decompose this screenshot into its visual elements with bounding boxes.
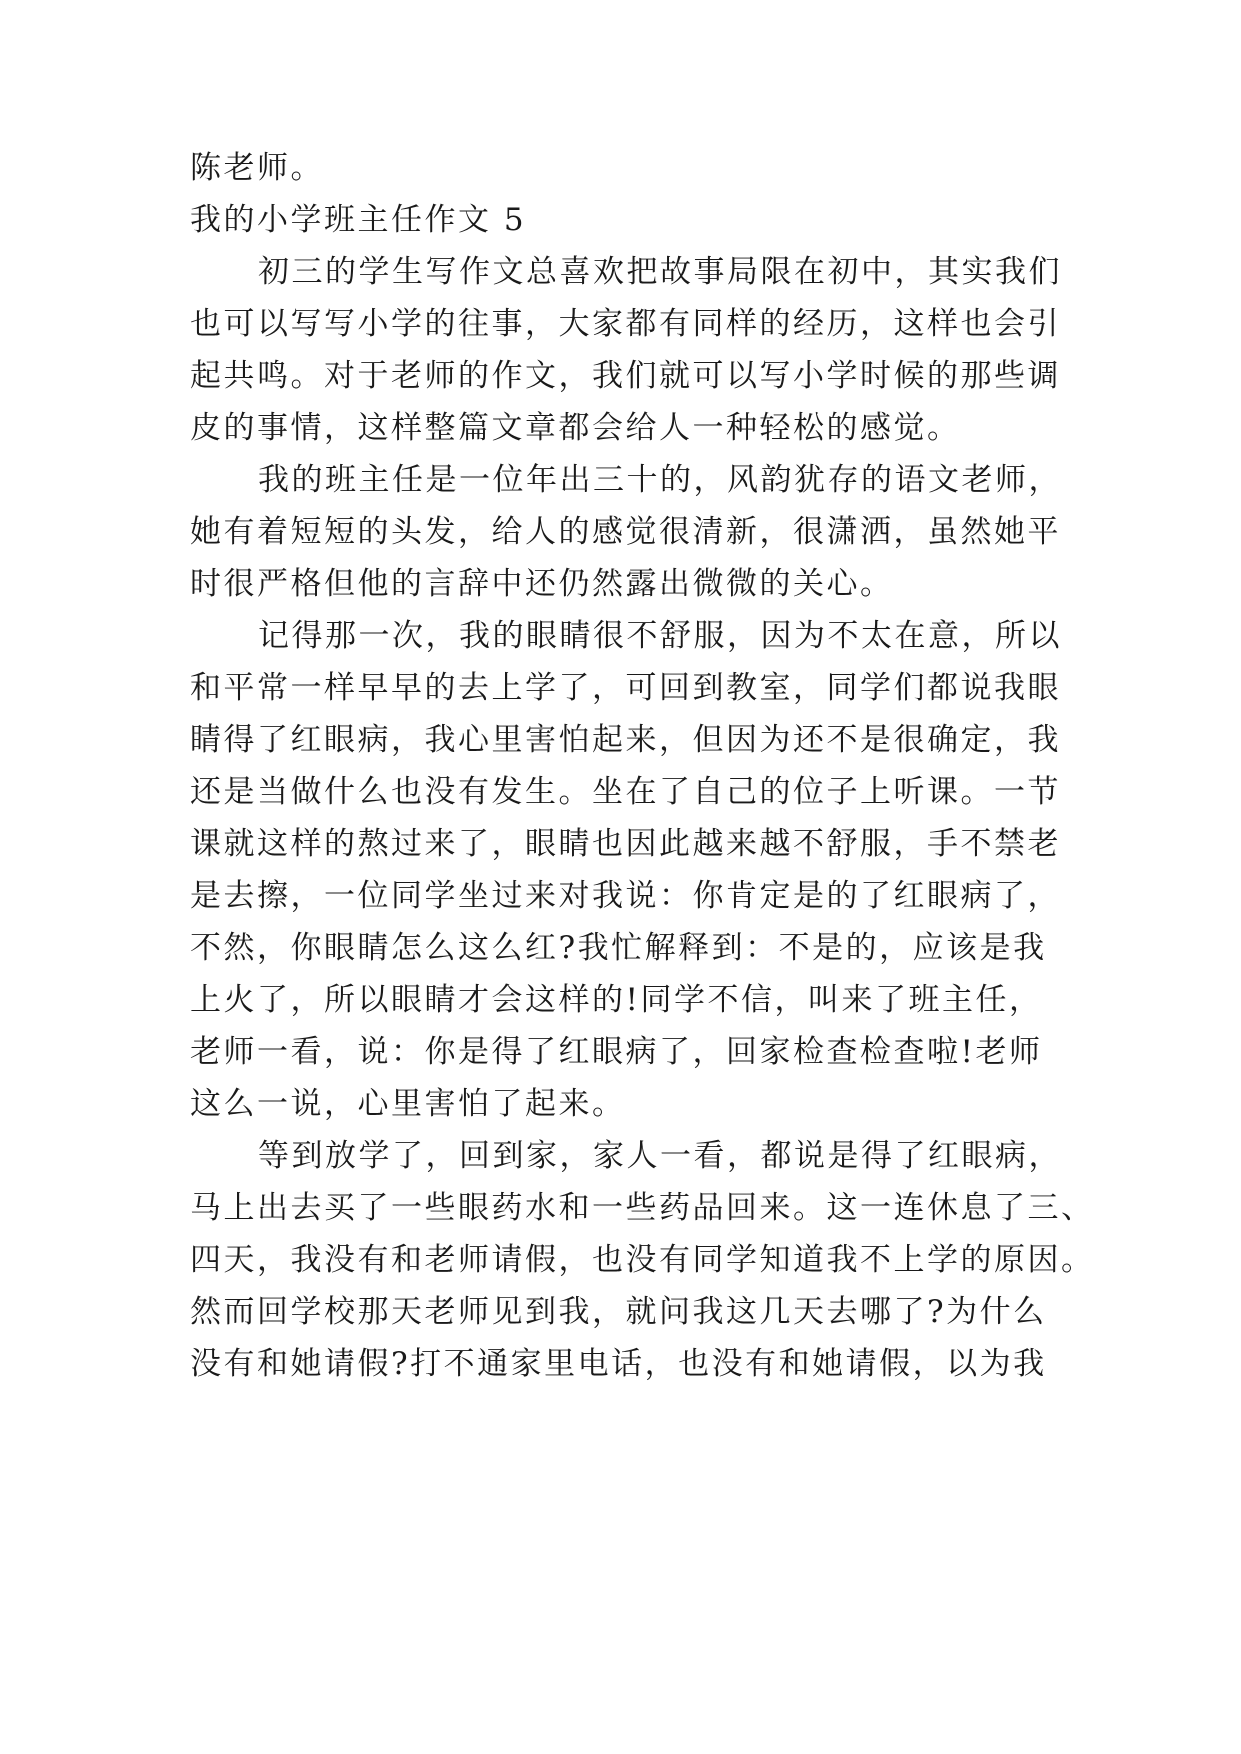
text-line: 等到放学了，回到家，家人一看，都说是得了红眼病， — [258, 1138, 1062, 1174]
text-line: 不然，你眼睛怎么这么红?我忙解释到：不是的，应该是我 — [190, 930, 1047, 966]
text-line: 起共鸣。对于老师的作文，我们就可以写小学时候的那些调 — [190, 358, 1061, 394]
text-line: 课就这样的熬过来了，眼睛也因此越来越不舒服，手不禁老 — [190, 826, 1061, 862]
text-line: 老师一看，说：你是得了红眼病了，回家检查检查啦!老师 — [190, 1034, 1043, 1070]
text-line: 陈老师。 — [190, 150, 324, 186]
text-line: 还是当做什么也没有发生。坐在了自己的位子上听课。一节 — [190, 774, 1061, 810]
text-line: 记得那一次，我的眼睛很不舒服，因为不太在意，所以 — [258, 618, 1062, 654]
text-line: 睛得了红眼病，我心里害怕起来，但因为还不是很确定，我 — [190, 722, 1061, 758]
text-line: 四天，我没有和老师请假，也没有同学知道我不上学的原因。 — [190, 1242, 1095, 1278]
text-line: 然而回学校那天老师见到我，就问我这几天去哪了?为什么 — [190, 1294, 1047, 1330]
text-line: 我的班主任是一位年出三十的，风韵犹存的语文老师， — [258, 462, 1062, 498]
text-line: 和平常一样早早的去上学了，可回到教室，同学们都说我眼 — [190, 670, 1061, 706]
text-line: 她有着短短的头发，给人的感觉很清新，很潇洒，虽然她平 — [190, 514, 1061, 550]
text-line: 这么一说，心里害怕了起来。 — [190, 1086, 626, 1122]
section-title: 我的小学班主任作文 5 — [190, 202, 527, 238]
text-line: 初三的学生写作文总喜欢把故事局限在初中，其实我们 — [258, 254, 1062, 290]
text-line: 也可以写写小学的往事，大家都有同样的经历，这样也会引 — [190, 306, 1061, 342]
text-line: 马上出去买了一些眼药水和一些药品回来。这一连休息了三、 — [190, 1190, 1095, 1226]
text-line: 时很严格但他的言辞中还仍然露出微微的关心。 — [190, 566, 894, 602]
text-line: 皮的事情，这样整篇文章都会给人一种轻松的感觉。 — [190, 410, 961, 446]
text-line: 是去擦，一位同学坐过来对我说：你肯定是的了红眼病了， — [190, 878, 1061, 914]
text-line: 没有和她请假?打不通家里电话，也没有和她请假，以为我 — [190, 1346, 1047, 1382]
text-line: 上火了，所以眼睛才会这样的!同学不信，叫来了班主任， — [190, 982, 1043, 1018]
